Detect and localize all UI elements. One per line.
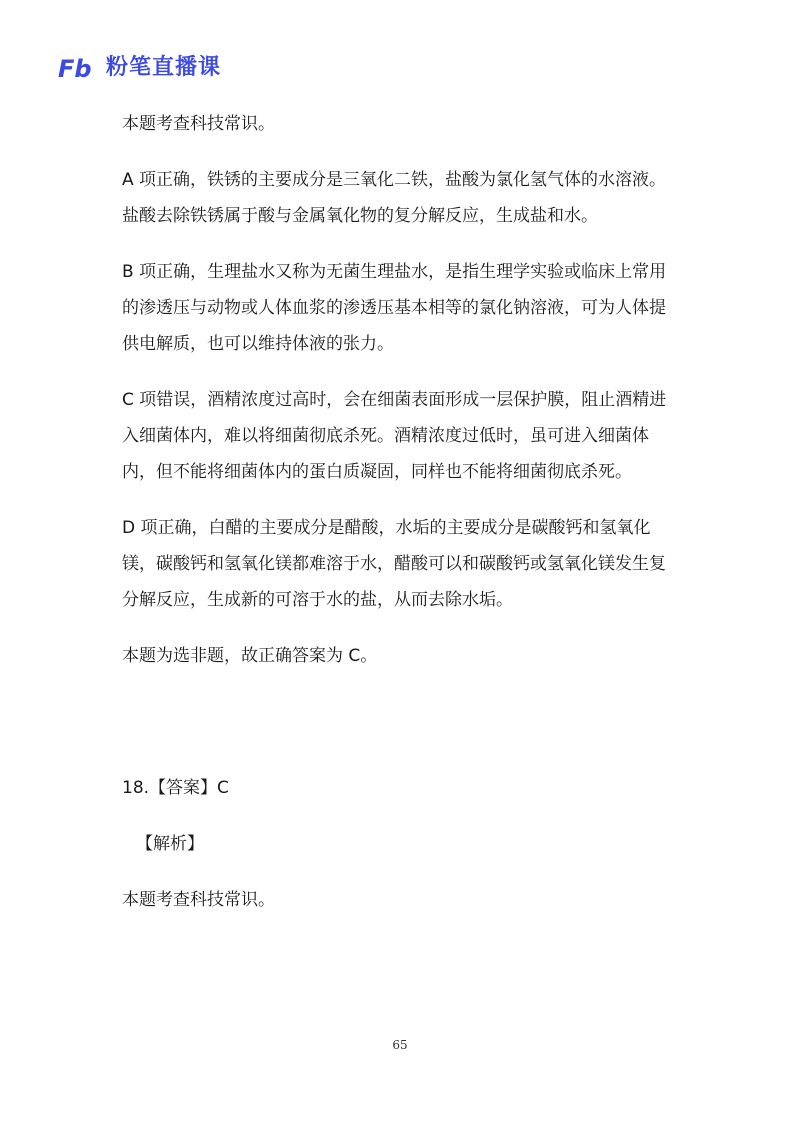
conclusion-paragraph: 本题为选非题，故正确答案为 C。: [122, 646, 378, 666]
option-d-paragraph: D 项正确，白醋的主要成分是醋酸，水垢的主要成分是碳酸钙和氢氧化镁，碳酸钙和氢氧化镁都难溶于水，醋酸可以和碳酸钙或氢氧化镁发生复分解反应，生成新的可溶于水的盐，从而去除水垢。: [122, 518, 666, 610]
fenbi-logo-icon: [58, 55, 98, 81]
page-number: 65: [392, 1038, 408, 1052]
document-body: [122, 106, 682, 918]
intro-paragraph: 本题考查科技常识。: [122, 114, 275, 134]
q18-answer: 18.【答案】C: [122, 778, 229, 798]
option-c-paragraph: C 项错误，酒精浓度过高时，会在细菌表面形成一层保护膜，阻止酒精进入细菌体内，难以将细菌彻底杀死。酒精浓度过低时，虽可进入细菌体内，但不能将细菌体内的蛋白质凝固，同样也不能将细菌彻底杀死。: [122, 390, 667, 482]
q18-analysis-label: 【解析】: [136, 834, 204, 854]
q18-intro-paragraph: 本题考查科技常识。: [122, 890, 275, 910]
option-a-paragraph: A 项正确，铁锈的主要成分是三氧化二铁，盐酸为氯化氢气体的水溶液。盐酸去除铁锈属于酸与金属氧化物的复分解反应，生成盐和水。: [122, 170, 667, 226]
brand-name: 粉笔直播课: [106, 55, 222, 80]
logo-text: Fb: [58, 55, 92, 81]
header: [58, 52, 221, 84]
option-b-paragraph: B 项正确，生理盐水又称为无菌生理盐水，是指生理学实验或临床上常用的渗透压与动物或人体血浆的渗透压基本相等的氯化钠溶液，可为人体提供电解质，也可以维持体液的张力。: [122, 262, 667, 354]
